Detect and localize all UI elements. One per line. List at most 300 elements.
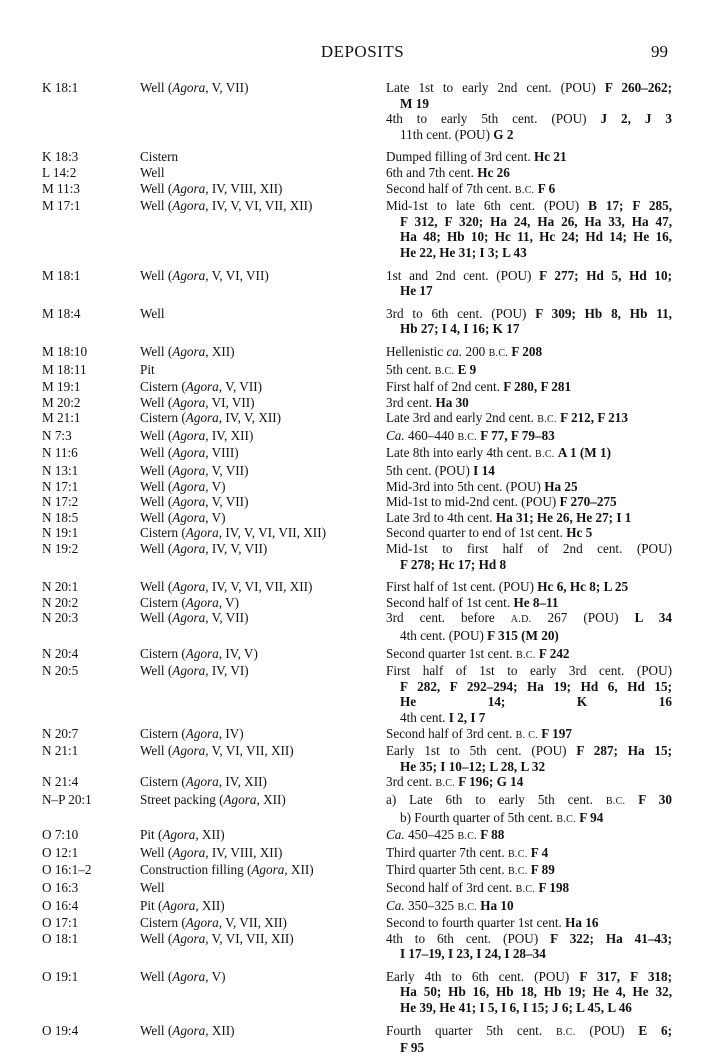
catalogue-refs: Ha 50; Hb 16, Hb 18, Hb 19; He 4, He 32, [400,984,672,1000]
deposit-description [386,268,672,299]
row-spacer [0,337,725,344]
catalogue-refs: F 309; Hb 8, Hb 11, [535,305,672,321]
description-line [386,557,672,573]
deposit-type: Street packing (Agora, XII) [140,791,286,807]
deposit-location: K 18:1 [42,80,79,95]
italic-text: Agora [223,791,257,807]
deposit-type: Well (Agora, V, VII) [140,610,249,626]
deposit-description [386,306,672,337]
deposit-location: O 18:1 [42,930,79,946]
catalogue-refs: Hc 5 [566,525,593,541]
description-line [386,283,672,299]
description-line: 4th to 6th cent. (POU) F 322; Ha 41–43; [386,930,672,946]
deposit-location: M 18:10 [42,343,88,359]
deposit-type: Cistern [140,149,179,165]
deposit-type: Pit (Agora, XII) [140,827,225,843]
description-line: Second quarter to end of 1st cent. Hc 5 [386,525,593,541]
deposit-row [0,181,725,199]
deposit-description [386,743,672,774]
page-title: DEPOSITS [320,42,405,61]
deposit-type: Well (Agora, V) [140,968,226,984]
italic-text: Agora [172,930,206,946]
description-line: First half of 1st cent. (POU) Hc 6, Hc 8; L 25 [386,579,629,595]
description-line: 5th cent. (POU) I 14 [386,463,495,479]
description-line: First half of 1st to early 3rd cent. (POU) [386,663,672,679]
italic-text: Agora [172,663,206,679]
era-abbrev: B.C. [537,414,557,426]
deposit-row [0,541,725,572]
description-line: Late 3rd to 4th cent. Ha 31; He 26, He 27; I 1 [386,509,632,525]
description-line: Second half of 3rd cent. B.C. F 198 [386,879,570,895]
italic-text: Agora [172,463,206,479]
deposit-description [386,479,672,495]
deposit-type: Well (Agora, V, VII) [140,463,249,479]
catalogue-refs: F 6 [537,180,556,196]
catalogue-refs: F 282, F 292–294; Ha 19; Hd 6, Hd 15; [400,678,672,694]
deposits-table [0,80,725,1056]
description-line: b) Fourth quarter of 5th cent. B.C. F 94 [400,809,604,825]
catalogue-refs: F 89 [530,862,555,878]
deposit-description [386,845,672,863]
deposit-row [0,845,725,863]
era-abbrev: B.C. [434,365,455,377]
italic-text: Agora [172,743,206,759]
catalogue-refs: F 94 [579,809,604,825]
deposit-row [0,898,725,916]
deposit-description [386,111,672,142]
catalogue-refs: Hb 27; I 4, I 16; K 17 [400,321,520,337]
deposit-row [0,80,725,111]
italic-text: Agora [172,343,206,359]
deposit-type: Pit [140,361,155,377]
italic-text: Agora [185,915,219,931]
description-line: Mid-1st to late 6th cent. (POU) B 17; F 285, [386,198,672,214]
deposit-location: O 16:4 [42,897,79,913]
italic-text: Agora [251,862,285,878]
deposit-location: N 21:4 [42,774,79,790]
deposit-row [0,510,725,526]
deposit-row [0,111,725,142]
deposit-row [0,198,725,260]
italic-text: Agora [172,180,206,196]
italic-text: Agora [172,427,206,443]
deposit-location: O 16:1–2 [42,862,92,878]
deposit-location: O 7:10 [42,827,79,843]
italic-text: Agora [172,844,206,860]
deposit-location: M 20:2 [42,394,81,410]
deposit-location: N 20:2 [42,594,79,610]
deposit-row [0,726,725,744]
deposit-description [386,344,672,362]
deposit-location: N 17:1 [42,478,79,494]
catalogue-refs: Ha 16 [565,915,599,931]
era-abbrev: A.D. [510,614,532,626]
deposit-row [0,595,725,611]
italic-text: Agora [185,774,219,790]
deposit-description [386,362,672,380]
row-spacer [0,1016,725,1023]
deposit-description [386,646,672,664]
deposit-row [0,579,725,595]
description-line [386,1040,672,1056]
description-line [386,1000,672,1016]
deposit-row [0,268,725,299]
era-abbrev: B. C. [515,729,538,741]
deposit-row [0,479,725,495]
italic-text: Ca. [386,827,405,843]
deposit-location: N 19:2 [42,541,79,557]
description-line: Late 1st to early 2nd cent. (POU) F 260–262; [386,80,672,95]
description-line: Second half of 3rd cent. B. C. F 197 [386,725,572,741]
deposit-description [386,726,672,744]
italic-text: ca. [446,343,463,359]
era-abbrev: B.C. [514,184,535,196]
era-abbrev: B.C. [535,449,555,461]
italic-text: Agora [185,725,219,741]
catalogue-refs: L 34 [634,610,672,626]
deposit-location: N 20:3 [42,610,79,626]
description-line: 4th to early 5th cent. (POU) J 2, J 3 [386,111,672,127]
deposit-description [386,149,672,165]
deposit-row [0,410,725,428]
deposit-type: Well (Agora, V) [140,478,226,494]
description-line [386,984,672,1000]
deposit-type: Well (Agora, V, VII) [140,80,249,95]
catalogue-refs: F 322; Ha 41–43; [550,930,672,946]
description-line: Early 4th to 6th cent. (POU) F 317, F 318; [386,968,672,984]
deposit-location: M 21:1 [42,410,81,426]
deposit-type: Well (Agora, IV, VIII, XII) [140,844,283,860]
description-line: Dumped filling of 3rd cent. Hc 21 [386,149,567,165]
catalogue-refs: F 95 [400,1040,425,1056]
catalogue-refs: He 35; I 10–12; L 28, L 32 [400,758,546,774]
italic-text: Agora [172,509,206,525]
deposit-row [0,428,725,446]
deposit-row [0,149,725,165]
catalogue-refs: F 278; Hc 17; Hd 8 [400,556,507,572]
deposit-row [0,646,725,664]
catalogue-refs: F 277; Hd 5, Hd 10; [539,267,672,283]
catalogue-refs: He 14; K 16 [400,694,672,710]
deposit-type: Well (Agora, VIII) [140,445,239,461]
catalogue-refs: Ha 31; He 26, He 27; I 1 [495,509,632,525]
description-line: Third quarter 7th cent. B.C. F 4 [386,844,549,860]
catalogue-refs: B 17; F 285, [588,198,672,214]
deposit-location: K 18:3 [42,149,79,165]
italic-text: Agora [172,610,206,626]
description-line [386,321,672,337]
catalogue-refs: I 17–19, I 23, I 24, I 28–34 [400,946,546,962]
deposit-row [0,969,725,1016]
deposit-description [386,510,672,526]
italic-text: Agora [172,478,206,494]
deposit-description [386,494,672,510]
deposit-type: Cistern (Agora, IV, V, XII) [140,410,282,426]
catalogue-refs: Ha 25 [544,478,578,494]
catalogue-refs: Hc 6, Hc 8; L 25 [537,579,629,595]
description-line [386,679,672,695]
description-line: 1st and 2nd cent. (POU) F 277; Hd 5, Hd 10; [386,267,672,283]
catalogue-refs: F 196; G 14 [458,774,524,790]
italic-text: Agora [172,541,206,557]
italic-text: Agora [172,968,206,984]
deposit-description [386,915,672,931]
italic-text: Ca. [386,897,405,913]
deposit-description [386,541,672,572]
description-line: Ca. 460–440 B.C. F 77, F 79–83 [386,427,555,443]
deposit-location: N 7:3 [42,427,72,443]
deposit-location: M 18:1 [42,267,81,283]
page-header [0,40,725,64]
catalogue-refs: Hc 21 [533,149,567,165]
deposit-location: M 11:3 [42,180,80,196]
description-line: Ca. 350–325 B.C. Ha 10 [386,897,514,913]
catalogue-refs: F 30 [638,791,672,807]
deposit-description [386,445,672,463]
era-abbrev: B.C. [488,347,509,359]
era-abbrev: B.C. [457,831,477,843]
deposit-description [386,931,672,962]
catalogue-refs: F 208 [511,343,543,359]
deposit-row [0,165,725,181]
row-spacer [0,142,725,149]
deposit-description [386,898,672,916]
deposit-location: N 19:1 [42,525,79,541]
catalogue-refs: He 39, He 41; I 5, I 6, I 15; J 6; L 45, L 46 [400,1000,632,1016]
catalogue-refs: F 198 [538,879,570,895]
deposit-description [386,595,672,611]
description-line [386,245,672,261]
catalogue-refs: F 212, F 213 [560,410,628,426]
deposit-location: N 20:4 [42,645,79,661]
deposit-type: Well (Agora, V, VI, VII, XII) [140,743,294,759]
description-line [386,946,672,962]
description-line: 6th and 7th cent. Hc 26 [386,164,510,180]
deposit-row [0,525,725,541]
description-line: a) Late 6th to early 5th cent. B.C. F 30 [386,791,672,807]
description-line: Late 3rd and early 2nd cent. B.C. F 212, F 213 [386,410,628,426]
deposit-location: N 21:1 [42,743,79,759]
catalogue-refs: F 77, F 79–83 [480,427,555,443]
deposit-row [0,931,725,962]
deposit-type: Well [140,164,165,180]
deposit-type: Well (Agora, XII) [140,343,235,359]
description-line: Second to fourth quarter 1st cent. Ha 16 [386,915,599,931]
deposit-location: N–P 20:1 [42,791,92,807]
deposit-type: Well (Agora, IV, VI) [140,663,249,679]
deposit-description [386,880,672,898]
deposit-type: Well [140,879,165,895]
deposit-type: Well (Agora, IV, VIII, XII) [140,180,283,196]
era-abbrev: B.C. [605,795,626,807]
description-line: Late 8th into early 4th cent. B.C. A 1 (M 1) [386,445,611,461]
deposit-description [386,969,672,1016]
deposit-type: Well (Agora, IV, XII) [140,427,254,443]
deposit-description [386,525,672,541]
deposit-row [0,774,725,792]
row-spacer [0,962,725,969]
catalogue-refs: He 22, He 31; I 3; L 43 [400,244,527,260]
catalogue-refs: Ha 10 [480,897,514,913]
deposit-type: Well (Agora, XII) [140,1022,235,1038]
deposit-description [386,1023,672,1056]
catalogue-refs: Ha 48; Hb 10; Hc 11, Hc 24; Hd 14; He 16, [400,229,672,245]
deposit-type: Cistern (Agora, IV, XII) [140,774,267,790]
era-abbrev: B.C. [435,778,455,790]
catalogue-refs: E 9 [457,361,477,377]
catalogue-refs: F 312, F 320; Ha 24, Ha 26, Ha 33, Ha 47, [400,213,672,229]
description-line [386,694,672,710]
deposit-description [386,610,672,643]
deposit-type: Well (Agora, VI, VII) [140,394,255,410]
italic-text: Agora [172,80,206,95]
deposit-description [386,428,672,446]
deposit-description [386,663,672,725]
deposit-type: Cistern (Agora, IV, V) [140,645,258,661]
deposit-description [386,165,672,181]
description-line: Second half of 7th cent. B.C. F 6 [386,180,556,196]
deposit-type: Well (Agora, IV, V, VI, VII, XII) [140,579,313,595]
deposit-location: N 11:6 [42,445,78,461]
era-abbrev: B.C. [515,883,536,895]
catalogue-refs: I 14 [473,463,495,479]
description-line [386,214,672,230]
italic-text: Agora [172,198,206,214]
description-line: 3rd to 6th cent. (POU) F 309; Hb 8, Hb 11, [386,305,672,321]
italic-text: Agora [172,579,206,595]
description-line: Hellenistic ca. 200 B.C. F 208 [386,343,543,359]
deposit-location: N 20:5 [42,663,79,679]
description-line: Mid-1st to first half of 2nd cent. (POU) [386,541,672,557]
deposit-row [0,494,725,510]
deposit-row [0,743,725,774]
description-line: 5th cent. B.C. E 9 [386,361,477,377]
deposit-description [386,862,672,880]
deposit-description [386,774,672,792]
description-line: 3rd cent. before A.D. 267 (POU) L 34 [386,610,672,626]
deposit-row [0,610,725,643]
deposit-row [0,362,725,380]
deposit-description [386,181,672,199]
description-line: Third quarter 5th cent. B.C. F 89 [386,862,555,878]
deposit-type: Pit (Agora, XII) [140,897,225,913]
italic-text: Agora [172,267,206,283]
italic-text: Agora [162,827,196,843]
catalogue-refs: I 2, I 7 [448,709,486,725]
description-line: Mid-1st to mid-2nd cent. (POU) F 270–275 [386,494,617,510]
italic-text: Agora [172,1022,206,1038]
catalogue-refs: M 19 [400,95,429,111]
deposit-type: Well (Agora, V, VI, VII, XII) [140,930,294,946]
deposit-description [386,463,672,479]
deposit-location: M 18:11 [42,361,87,377]
era-abbrev: B.C. [457,431,477,443]
catalogue-refs: A 1 (M 1) [557,445,611,461]
catalogue-refs: Ha 30 [435,394,469,410]
deposit-location: M 18:4 [42,305,81,321]
italic-text: Agora [172,394,206,410]
deposit-type: Well (Agora, V, VII) [140,494,249,510]
deposit-type: Cistern (Agora, IV, V, VI, VII, XII) [140,525,326,541]
description-line: 11th cent. (POU) G 2 [400,126,514,142]
era-abbrev: B.C. [507,866,528,878]
deposit-location: O 19:4 [42,1022,79,1038]
deposit-row [0,379,725,395]
deposit-description [386,410,672,428]
deposit-location: N 20:7 [42,725,79,741]
deposit-row [0,915,725,931]
deposit-type: Cistern (Agora, IV) [140,725,244,741]
description-line: 3rd cent. Ha 30 [386,394,469,410]
era-abbrev: B.C. [516,649,536,661]
deposit-location: N 17:2 [42,494,79,510]
deposit-type: Cistern (Agora, V) [140,594,240,610]
deposit-type: Well (Agora, IV, V, VI, VII, XII) [140,198,313,214]
italic-text: Agora [185,410,219,426]
deposit-location: O 19:1 [42,968,79,984]
catalogue-refs: F 4 [530,844,549,860]
deposit-row [0,306,725,337]
row-spacer [0,572,725,579]
deposit-row [0,463,725,479]
deposit-location: N 20:1 [42,579,79,595]
deposit-location: O 12:1 [42,844,79,860]
deposit-description [386,80,672,111]
deposit-row [0,344,725,362]
description-line: Early 1st to 5th cent. (POU) F 287; Ha 15; [386,743,673,759]
deposit-row [0,880,725,898]
catalogue-refs: F 317, F 318; [579,968,672,984]
catalogue-refs: F 260–262; [604,80,672,95]
deposit-type: Well (Agora, V) [140,509,226,525]
deposit-location: M 17:1 [42,198,81,214]
era-abbrev: B.C. [457,901,477,913]
deposit-row [0,395,725,411]
catalogue-refs: E 6; [638,1022,672,1038]
description-line: 4th cent. (POU) F 315 (M 20) [400,628,559,643]
catalogue-refs: F 315 (M 20) [487,628,559,643]
row-spacer [0,261,725,268]
catalogue-refs: G 2 [493,126,514,142]
catalogue-refs: F 280, F 281 [503,379,572,395]
description-line [386,229,672,245]
description-line: First half of 2nd cent. F 280, F 281 [386,379,572,395]
italic-text: Agora [185,645,219,661]
italic-text: Agora [185,379,219,395]
description-line: Second half of 1st cent. He 8–11 [386,594,559,610]
italic-text: Agora [172,494,206,510]
italic-text: Agora [172,445,206,461]
italic-text: Agora [185,594,219,610]
row-spacer [0,299,725,306]
italic-text: Agora [162,897,196,913]
deposit-description [386,379,672,395]
italic-text: Agora [185,525,219,541]
deposit-description [386,198,672,260]
catalogue-refs: J 2, J 3 [600,111,672,127]
deposit-description [386,395,672,411]
deposit-row [0,792,725,827]
description-line [386,96,672,112]
description-line [386,759,672,775]
deposit-location: O 17:1 [42,915,79,931]
catalogue-refs: F 270–275 [559,494,617,510]
era-abbrev: B.C. [556,813,576,825]
era-abbrev: B.C. [507,848,528,860]
description-line: Fourth quarter 5th cent. B.C. (POU) E 6; [386,1022,672,1038]
catalogue-refs: He 17 [400,283,433,299]
description-line: Second quarter 1st cent. B.C. F 242 [386,645,570,661]
